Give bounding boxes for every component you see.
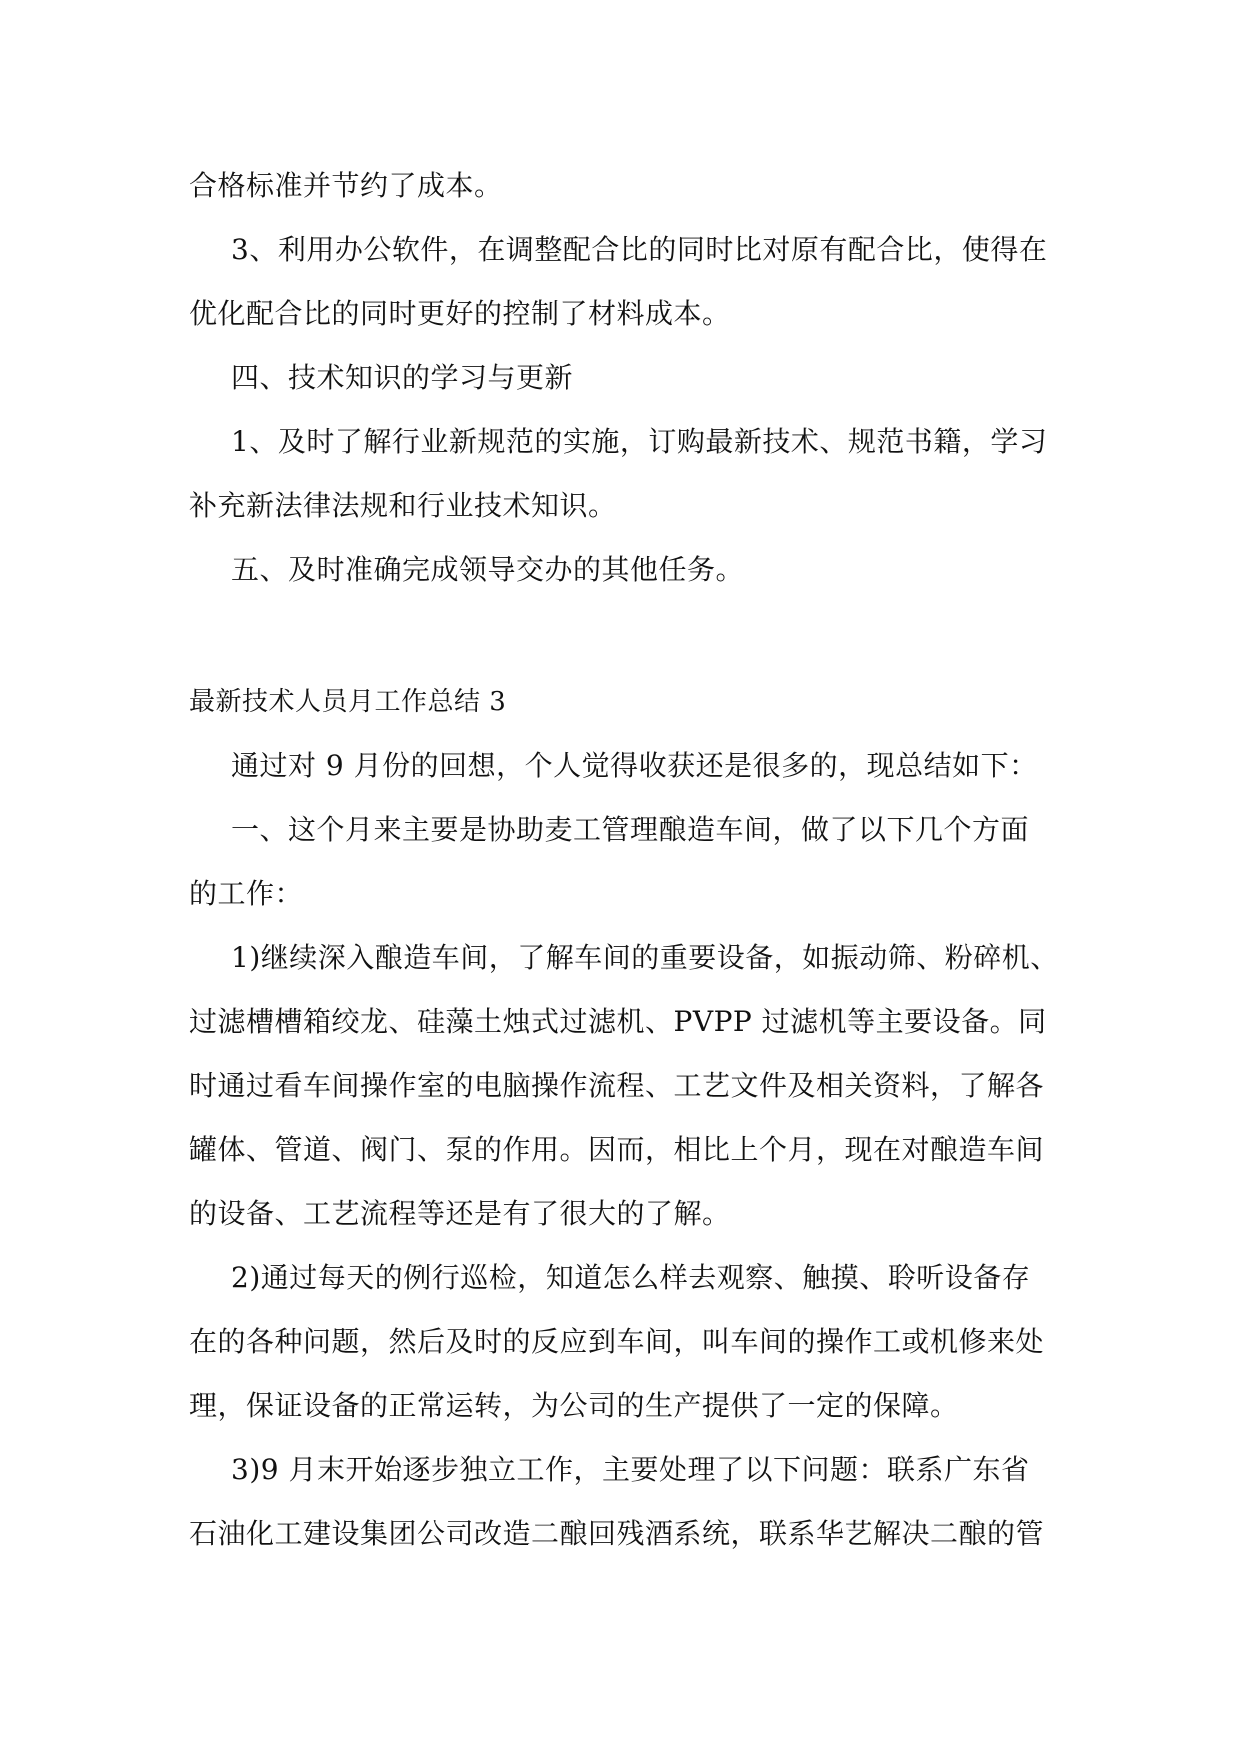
paragraph-line: 在的各种问题，然后及时的反应到车间，叫车间的操作工或机修来处 [189, 1325, 1045, 1358]
paragraph-line: 石油化工建设集团公司改造二酿回残酒系统，联系华艺解决二酿的管 [189, 1517, 1045, 1550]
paragraph-line: 的工作： [189, 877, 304, 910]
paragraph-line: 的设备、工艺流程等还是有了很大的了解。 [189, 1197, 731, 1230]
paragraph-line: 通过对 9 月份的回想，个人觉得收获还是很多的，现总结如下： [231, 749, 1038, 782]
paragraph-line: 3)9 月末开始逐步独立工作，主要处理了以下问题：联系广东省 [231, 1453, 1030, 1486]
paragraph-line: 一、这个月来主要是协助麦工管理酿造车间，做了以下几个方面 [231, 813, 1030, 846]
paragraph-line: 过滤槽槽箱绞龙、硅藻土烛式过滤机、PVPP 过滤机等主要设备。同 [189, 1005, 1047, 1038]
paragraph-line: 时通过看车间操作室的电脑操作流程、工艺文件及相关资料，了解各 [189, 1069, 1045, 1102]
paragraph-line: 2)通过每天的例行巡检，知道怎么样去观察、触摸、聆听设备存 [231, 1261, 1031, 1294]
section-heading: 五、及时准确完成领导交办的其他任务。 [231, 553, 745, 586]
paragraph-line: 合格标准并节约了成本。 [189, 169, 503, 202]
section-heading: 四、技术知识的学习与更新 [231, 361, 574, 394]
paragraph-line: 理，保证设备的正常运转，为公司的生产提供了一定的保障。 [189, 1389, 959, 1422]
paragraph-line: 补充新法律法规和行业技术知识。 [189, 489, 617, 522]
paragraph-line: 优化配合比的同时更好的控制了材料成本。 [189, 297, 731, 330]
paragraph-line: 1)继续深入酿造车间，了解车间的重要设备，如振动筛、粉碎机、 [231, 941, 1059, 974]
paragraph-line: 3、利用办公软件，在调整配合比的同时比对原有配合比，使得在 [231, 233, 1048, 266]
document-title: 最新技术人员月工作总结 3 [189, 687, 507, 717]
paragraph-line: 1、及时了解行业新规范的实施，订购最新技术、规范书籍，学习 [231, 425, 1048, 458]
paragraph-line: 罐体、管道、阀门、泵的作用。因而，相比上个月，现在对酿造车间 [189, 1133, 1045, 1166]
